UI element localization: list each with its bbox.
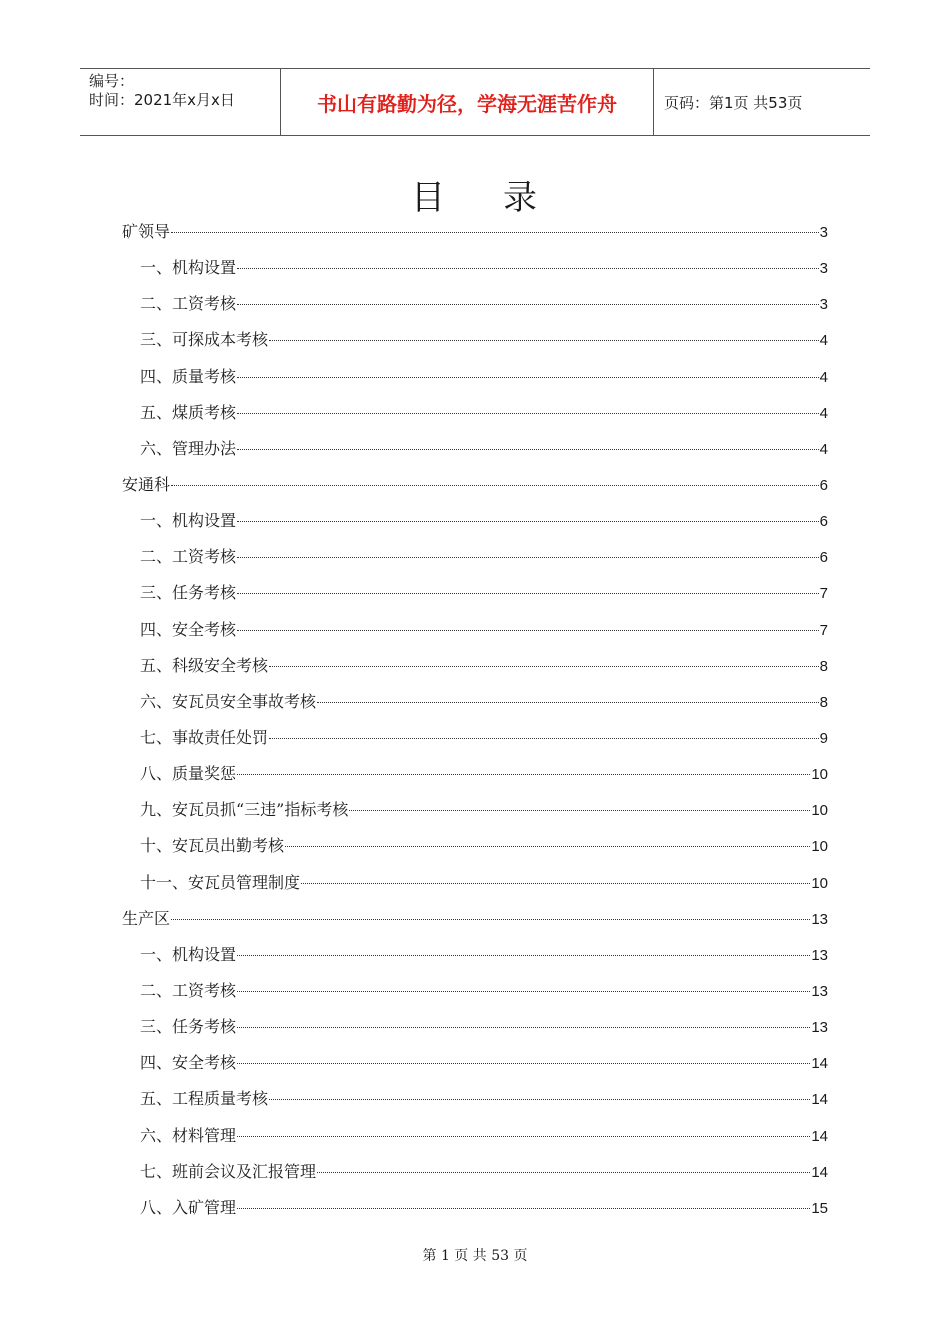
toc-dot-leader (269, 666, 819, 667)
toc-entry-label: 五、煤质考核 (140, 402, 237, 422)
toc-subsection-entry[interactable] (122, 503, 828, 539)
toc-entry-page: 9 (819, 729, 828, 747)
toc-entry-label: 三、任务考核 (140, 1017, 237, 1037)
toc-subsection-entry[interactable] (122, 1009, 828, 1045)
toc-dot-leader (237, 1208, 810, 1209)
toc-subsection-entry[interactable] (122, 756, 828, 792)
toc-dot-leader (237, 955, 810, 956)
toc-entry-label: 六、管理办法 (140, 438, 237, 458)
toc-entry-page: 13 (811, 1019, 828, 1037)
toc-dot-leader (301, 883, 810, 884)
toc-entry-page: 10 (811, 838, 828, 856)
table-of-contents (122, 214, 828, 1226)
toc-entry-page: 6 (819, 513, 828, 531)
toc-entry-page: 13 (811, 982, 828, 1000)
toc-entry-label: 三、任务考核 (140, 583, 237, 603)
time-label: 时间：2021年x月x日 (89, 91, 235, 109)
toc-subsection-entry[interactable] (122, 684, 828, 720)
toc-entry-label: 十、安瓦员出勤考核 (140, 836, 285, 856)
toc-entry-label: 四、安全考核 (140, 619, 237, 639)
toc-entry-label: 七、班前会议及汇报管理 (140, 1161, 317, 1181)
toc-section-entry[interactable] (122, 214, 828, 250)
title-char-2: 录 (503, 178, 539, 218)
toc-dot-leader (349, 810, 810, 811)
toc-entry-label: 四、质量考核 (140, 366, 237, 386)
toc-dot-leader (237, 413, 819, 414)
toc-entry-page: 14 (811, 1055, 828, 1073)
header-motto: 书山有路勤为径，学海无涯苦作舟 (281, 69, 654, 135)
toc-subsection-entry[interactable] (122, 828, 828, 864)
toc-entry-page: 10 (811, 802, 828, 820)
toc-entry-page: 4 (819, 332, 828, 350)
toc-entry-page: 14 (811, 1127, 828, 1145)
toc-subsection-entry[interactable] (122, 431, 828, 467)
toc-dot-leader (237, 774, 810, 775)
toc-entry-page: 14 (811, 1163, 828, 1181)
toc-entry-page: 14 (811, 1091, 828, 1109)
toc-subsection-entry[interactable] (122, 1154, 828, 1190)
toc-subsection-entry[interactable] (122, 1190, 828, 1226)
toc-entry-page: 3 (819, 224, 828, 241)
toc-subsection-entry[interactable] (122, 359, 828, 395)
toc-entry-label: 八、入矿管理 (140, 1197, 237, 1217)
toc-subsection-entry[interactable] (122, 973, 828, 1009)
toc-dot-leader (237, 268, 819, 269)
number-label: 编号： (89, 72, 135, 90)
toc-entry-label: 安通科 (122, 474, 171, 494)
toc-entry-label: 矿领导 (122, 222, 171, 241)
toc-subsection-entry[interactable] (122, 250, 828, 286)
toc-entry-page: 7 (819, 621, 828, 639)
toc-entry-label: 六、材料管理 (140, 1125, 237, 1145)
toc-dot-leader (237, 991, 810, 992)
toc-subsection-entry[interactable] (122, 937, 828, 973)
toc-subsection-entry[interactable] (122, 286, 828, 322)
toc-entry-label: 七、事故责任处罚 (140, 727, 269, 747)
toc-dot-leader (237, 377, 819, 378)
toc-subsection-entry[interactable] (122, 1045, 828, 1081)
toc-entry-page: 3 (819, 260, 828, 278)
toc-entry-label: 五、工程质量考核 (140, 1089, 269, 1109)
toc-dot-leader (237, 304, 819, 305)
toc-section-entry[interactable] (122, 901, 828, 937)
toc-dot-leader (237, 557, 819, 558)
toc-entry-page: 3 (819, 296, 828, 314)
toc-entry-page: 15 (811, 1199, 828, 1217)
toc-entry-label: 十一、安瓦员管理制度 (140, 872, 301, 892)
title-char-1: 目 (411, 178, 447, 218)
toc-subsection-entry[interactable] (122, 612, 828, 648)
toc-entry-page: 13 (811, 946, 828, 964)
toc-subsection-entry[interactable] (122, 865, 828, 901)
header-page-info: 页码：第1页 共53页 (664, 93, 803, 112)
toc-entry-page: 8 (819, 657, 828, 675)
toc-dot-leader (171, 919, 810, 920)
toc-subsection-entry[interactable] (122, 792, 828, 828)
toc-subsection-entry[interactable] (122, 395, 828, 431)
toc-subsection-entry[interactable] (122, 648, 828, 684)
toc-dot-leader (171, 232, 819, 233)
toc-dot-leader (285, 846, 810, 847)
toc-entry-page: 10 (811, 874, 828, 892)
page-header (80, 68, 870, 136)
toc-entry-page: 10 (811, 766, 828, 784)
toc-subsection-entry[interactable] (122, 720, 828, 756)
toc-entry-label: 二、工资考核 (140, 980, 237, 1000)
page-footer: 第 1 页 共 53 页 (422, 1248, 528, 1264)
toc-dot-leader (237, 1063, 810, 1064)
toc-entry-label: 八、质量奖惩 (140, 764, 237, 784)
toc-dot-leader (237, 630, 819, 631)
toc-entry-label: 二、工资考核 (140, 547, 237, 567)
header-meta (80, 69, 281, 135)
toc-subsection-entry[interactable] (122, 539, 828, 575)
toc-entry-page: 13 (811, 910, 828, 928)
toc-entry-label: 一、机构设置 (140, 511, 237, 531)
toc-dot-leader (171, 485, 819, 486)
toc-dot-leader (269, 1099, 810, 1100)
toc-dot-leader (317, 1172, 810, 1173)
toc-entry-label: 一、机构设置 (140, 258, 237, 278)
toc-dot-leader (269, 340, 819, 341)
toc-entry-label: 一、机构设置 (140, 944, 237, 964)
toc-entry-label: 四、安全考核 (140, 1053, 237, 1073)
toc-entry-label: 生产区 (122, 908, 171, 928)
toc-entry-label: 三、可探成本考核 (140, 330, 269, 350)
toc-subsection-entry[interactable] (122, 575, 828, 611)
toc-dot-leader (237, 449, 819, 450)
toc-entry-page: 4 (819, 368, 828, 386)
toc-entry-label: 六、安瓦员安全事故考核 (140, 691, 317, 711)
toc-entry-page: 6 (819, 476, 828, 494)
toc-dot-leader (237, 1027, 810, 1028)
toc-entry-label: 九、安瓦员抓“三违”指标考核 (140, 800, 349, 820)
toc-entry-label: 二、工资考核 (140, 294, 237, 314)
toc-subsection-entry[interactable] (122, 1118, 828, 1154)
toc-dot-leader (237, 521, 819, 522)
toc-dot-leader (237, 593, 819, 594)
toc-subsection-entry[interactable] (122, 322, 828, 358)
toc-entry-label: 五、科级安全考核 (140, 655, 269, 675)
toc-entry-page: 6 (819, 549, 828, 567)
toc-dot-leader (269, 738, 819, 739)
page-title (0, 170, 950, 219)
toc-dot-leader (237, 1136, 810, 1137)
toc-entry-page: 4 (819, 404, 828, 422)
toc-section-entry[interactable] (122, 467, 828, 503)
toc-entry-page: 8 (819, 693, 828, 711)
toc-entry-page: 4 (819, 440, 828, 458)
toc-dot-leader (317, 702, 819, 703)
toc-subsection-entry[interactable] (122, 1081, 828, 1117)
toc-entry-page: 7 (819, 585, 828, 603)
